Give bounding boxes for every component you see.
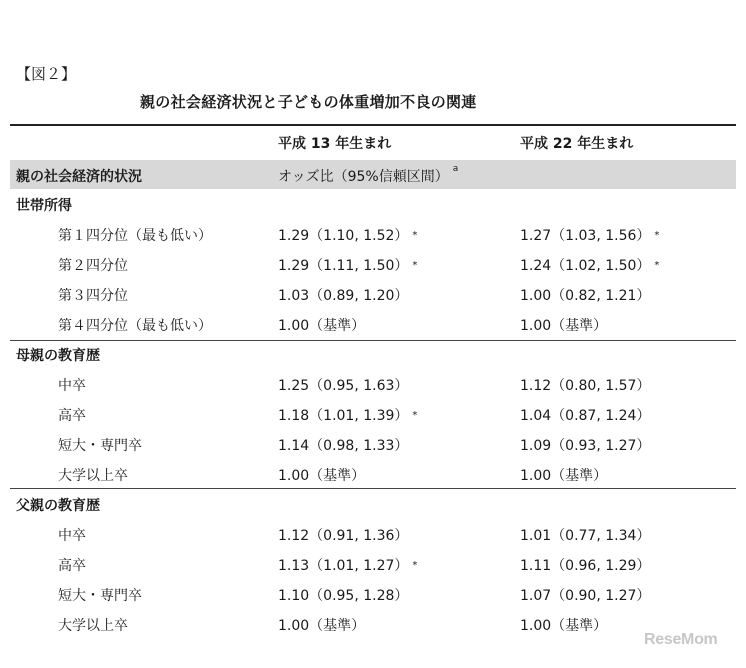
- odds-h13: [278, 315, 365, 335]
- odds-value: 1.12（0.91, 1.36）: [278, 528, 409, 544]
- odds-value: 1.29（1.10, 1.52）: [278, 228, 409, 244]
- section-label: 父親の教育歴: [16, 498, 100, 514]
- significance-mark: *: [412, 560, 418, 571]
- odds-h13: [278, 375, 408, 395]
- odds-value: 1.00（基準）: [520, 318, 608, 334]
- table-row: [0, 610, 746, 640]
- significance-mark: *: [654, 230, 660, 241]
- section-row: [0, 490, 746, 520]
- odds-value: 1.00（基準）: [520, 618, 608, 634]
- table-row: [0, 250, 746, 280]
- row-label: 大学以上卒: [58, 618, 128, 634]
- odds-value: 1.10（0.95, 1.28）: [278, 588, 409, 604]
- odds-h13: [278, 285, 408, 305]
- row-label: 第２四分位: [58, 258, 128, 274]
- odds-h22: [520, 375, 650, 395]
- row-label: 第４四分位（最も低い）: [58, 318, 212, 334]
- significance-mark: *: [412, 230, 418, 241]
- header-band-value: [278, 166, 458, 186]
- odds-h13: [278, 615, 365, 635]
- odds-h22: [520, 225, 659, 245]
- odds-h13: [278, 555, 417, 575]
- odds-h13: [278, 585, 408, 605]
- resemom-logo: [644, 631, 717, 649]
- odds-ratio-heading: オッズ比（95%信頼区間）: [278, 169, 449, 185]
- table-row: [0, 370, 746, 400]
- odds-h13: [278, 465, 365, 485]
- odds-value: 1.12（0.80, 1.57）: [520, 378, 651, 394]
- table-row: [0, 550, 746, 580]
- odds-h13: [278, 525, 408, 545]
- odds-h22: [520, 435, 650, 455]
- odds-value: 1.18（1.01, 1.39）: [278, 408, 409, 424]
- figure-label: 【図２】: [16, 65, 77, 83]
- odds-value: 1.13（1.01, 1.27）: [278, 558, 409, 574]
- odds-value: 1.00（0.82, 1.21）: [520, 288, 651, 304]
- column-header-h22: 平成 22 年生まれ: [520, 136, 634, 152]
- odds-h22: [520, 525, 650, 545]
- row-label: 短大・専門卒: [58, 588, 142, 604]
- odds-h13: [278, 225, 417, 245]
- section-row: [0, 340, 746, 370]
- odds-h13: [278, 255, 417, 275]
- odds-h22: [520, 255, 659, 275]
- section-label: 世帯所得: [16, 198, 72, 214]
- odds-h22: [520, 315, 607, 335]
- section-divider: [10, 340, 736, 341]
- table-row: [0, 220, 746, 250]
- odds-value: 1.01（0.77, 1.34）: [520, 528, 651, 544]
- odds-h22: [520, 465, 607, 485]
- odds-value: 1.27（1.03, 1.56）: [520, 228, 651, 244]
- odds-value: 1.07（0.90, 1.27）: [520, 588, 651, 604]
- odds-value: 1.29（1.11, 1.50）: [278, 258, 409, 274]
- table-row: [0, 430, 746, 460]
- row-label: 短大・専門卒: [58, 438, 142, 454]
- odds-h22: [520, 285, 650, 305]
- odds-value: 1.14（0.98, 1.33）: [278, 438, 409, 454]
- table-row: [0, 280, 746, 310]
- odds-value: 1.03（0.89, 1.20）: [278, 288, 409, 304]
- table-row: [0, 460, 746, 490]
- significance-mark: *: [654, 260, 660, 271]
- odds-h22: [520, 585, 650, 605]
- section-row: [0, 190, 746, 220]
- top-rule: [10, 124, 736, 126]
- significance-mark: *: [412, 410, 418, 421]
- odds-value: 1.11（0.96, 1.29）: [520, 558, 651, 574]
- table-row: [0, 400, 746, 430]
- odds-value: 1.04（0.87, 1.24）: [520, 408, 651, 424]
- row-label: 大学以上卒: [58, 468, 128, 484]
- row-label: 中卒: [58, 378, 86, 394]
- header-band-label: 親の社会経済的状況: [16, 169, 142, 185]
- odds-value: 1.25（0.95, 1.63）: [278, 378, 409, 394]
- odds-h22: [520, 405, 650, 425]
- table-title: 親の社会経済状況と子どもの体重増加不良の関連: [140, 93, 477, 111]
- row-label: 第３四分位: [58, 288, 128, 304]
- column-header-h13: 平成 13 年生まれ: [278, 136, 392, 152]
- odds-value: 1.24（1.02, 1.50）: [520, 258, 651, 274]
- odds-h13: [278, 435, 408, 455]
- odds-h22: [520, 615, 607, 635]
- table-row: [0, 580, 746, 610]
- odds-h13: [278, 405, 417, 425]
- odds-value: 1.00（基準）: [278, 618, 366, 634]
- table-row: [0, 310, 746, 340]
- odds-h22: [520, 555, 650, 575]
- row-label: 高卒: [58, 408, 86, 424]
- row-label: 第１四分位（最も低い）: [58, 228, 212, 244]
- section-divider: [10, 488, 736, 489]
- watermark-text: ReseMom: [644, 631, 718, 648]
- significance-mark: *: [412, 260, 418, 271]
- odds-value: 1.09（0.93, 1.27）: [520, 438, 651, 454]
- footnote-mark: a: [452, 164, 459, 175]
- section-label: 母親の教育歴: [16, 348, 100, 364]
- odds-value: 1.00（基準）: [520, 468, 608, 484]
- table-row: [0, 520, 746, 550]
- row-label: 高卒: [58, 558, 86, 574]
- odds-value: 1.00（基準）: [278, 318, 366, 334]
- row-label: 中卒: [58, 528, 86, 544]
- odds-value: 1.00（基準）: [278, 468, 366, 484]
